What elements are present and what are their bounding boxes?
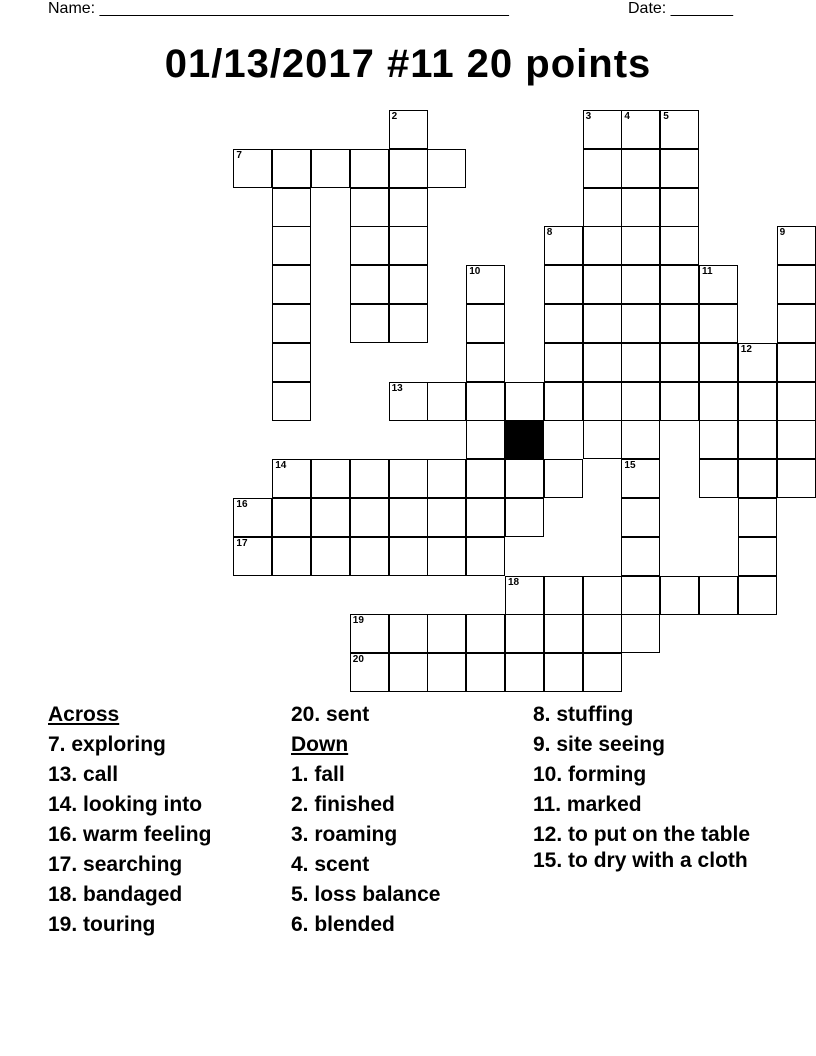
grid-cell[interactable] (660, 110, 699, 149)
grid-cell[interactable] (389, 382, 428, 421)
clue-item-number: 18. (48, 883, 78, 906)
clue-number: 3 (585, 111, 592, 122)
clue-item-number: 10. (533, 763, 563, 786)
clue-number: 9 (779, 227, 786, 239)
grid-cell[interactable] (427, 498, 466, 537)
grid-cell[interactable] (466, 304, 505, 343)
grid-cell[interactable] (544, 304, 583, 343)
clue-item (48, 850, 283, 880)
clue-item-text: marked (566, 793, 642, 816)
clue-item-number: 12. (533, 823, 563, 846)
clue-item-text: bandaged (83, 883, 183, 906)
grid-cell[interactable] (350, 149, 389, 188)
grid-cell[interactable] (389, 110, 428, 149)
clue-item-text: loss balance (314, 883, 441, 906)
grid-cell[interactable] (389, 498, 428, 537)
grid-cell[interactable] (272, 343, 311, 382)
grid-cell[interactable] (777, 343, 816, 382)
clue-item-text: scent (314, 853, 370, 876)
grid-cell[interactable] (621, 188, 660, 227)
clue-number: 8 (546, 227, 553, 239)
clue-item-text: to dry with a cloth (568, 849, 748, 872)
grid-cell[interactable] (311, 149, 350, 188)
grid-cell[interactable] (350, 537, 389, 576)
grid-cell[interactable] (272, 498, 311, 537)
grid-cell[interactable] (389, 653, 428, 692)
grid-cell[interactable] (272, 459, 311, 498)
clue-number: 11 (702, 266, 713, 278)
grid-cell[interactable] (272, 265, 311, 304)
grid-cell[interactable] (777, 420, 816, 459)
clue-item-number: 11. (533, 793, 562, 816)
clue-number: 7 (236, 149, 242, 161)
clue-number: 16 (236, 499, 248, 510)
clue-heading-text: Down (291, 733, 349, 756)
grid-cell[interactable] (389, 537, 428, 576)
grid-cell[interactable] (660, 188, 699, 227)
name-field[interactable]: Name: ______________________________________________ (48, 0, 509, 17)
grid-cell[interactable] (777, 304, 816, 343)
clue-item-number: 20. (291, 703, 321, 726)
grid-cell[interactable] (544, 382, 583, 421)
clue-item-text: stuffing (556, 703, 634, 726)
clue-item-number: 9. (533, 733, 551, 756)
clue-item (48, 880, 283, 910)
clue-item-text: warm feeling (83, 823, 212, 846)
grid-cell[interactable] (777, 265, 816, 304)
grid-cell[interactable] (272, 226, 311, 265)
clue-item-number: 14. (48, 793, 78, 816)
clue-item-number: 6. (291, 913, 309, 936)
clue-item-text: finished (314, 793, 395, 816)
grid-cell[interactable] (427, 382, 466, 421)
grid-cell[interactable] (544, 265, 583, 304)
clue-item (291, 790, 526, 820)
grid-cell[interactable] (427, 653, 466, 692)
grid-cell[interactable] (621, 149, 660, 188)
grid-cell[interactable] (699, 459, 738, 498)
grid-cell[interactable] (505, 576, 544, 615)
grid-cell[interactable] (777, 382, 816, 421)
grid-cell[interactable] (583, 343, 622, 382)
clue-item (291, 850, 526, 880)
grid-cell[interactable] (350, 459, 389, 498)
grid-cell[interactable] (660, 576, 699, 615)
grid-cell[interactable] (350, 226, 389, 265)
grid-cell[interactable] (350, 188, 389, 227)
clue-column-2 (291, 700, 526, 940)
clue-heading (291, 730, 526, 760)
clue-item (291, 880, 526, 910)
grid-cell[interactable] (389, 304, 428, 343)
clue-number: 2 (391, 111, 398, 122)
clue-item-text: site seeing (556, 733, 665, 756)
grid-cell[interactable] (621, 614, 660, 653)
grid-cell[interactable] (505, 614, 544, 653)
clue-item-text: sent (326, 703, 370, 726)
clue-item-number: 13. (48, 763, 78, 786)
grid-cell[interactable] (389, 226, 428, 265)
clue-item-number: 4. (291, 853, 309, 876)
clue-number: 4 (624, 111, 630, 122)
grid-cell[interactable] (738, 537, 777, 576)
grid-cell[interactable] (272, 537, 311, 576)
grid-cell[interactable] (272, 149, 311, 188)
grid-cell[interactable] (505, 382, 544, 421)
clue-item-text: blended (314, 913, 395, 936)
grid-cell[interactable] (466, 343, 505, 382)
grid-cell[interactable] (583, 188, 622, 227)
clue-item-text: forming (568, 763, 647, 786)
clue-number: 17 (236, 537, 248, 549)
grid-cell[interactable] (583, 420, 622, 459)
grid-cell[interactable] (233, 498, 272, 537)
grid-cell[interactable] (583, 149, 622, 188)
clue-item-number: 1. (291, 763, 309, 786)
grid-cell[interactable] (699, 382, 738, 421)
grid-cell[interactable] (777, 459, 816, 498)
clue-item-text: to put on the table (568, 823, 751, 846)
grid-cell[interactable] (544, 653, 583, 692)
grid-cell[interactable] (389, 459, 428, 498)
grid-cell[interactable] (466, 265, 505, 304)
grid-cell[interactable] (621, 304, 660, 343)
clue-item-number: 7. (48, 733, 66, 756)
grid-cell[interactable] (738, 576, 777, 615)
grid-cell[interactable] (699, 265, 738, 304)
grid-cell[interactable] (738, 420, 777, 459)
grid-cell[interactable] (738, 343, 777, 382)
clue-item-number: 19. (48, 913, 78, 936)
grid-cell[interactable] (777, 226, 816, 265)
clue-item (533, 700, 763, 730)
clue-item-number: 3. (291, 823, 309, 846)
grid-cell[interactable] (233, 149, 272, 188)
grid-cell[interactable] (389, 265, 428, 304)
grid-cell[interactable] (660, 343, 699, 382)
clue-item (533, 790, 763, 820)
clue-item-text: fall (314, 763, 345, 786)
grid-cell[interactable] (350, 265, 389, 304)
grid-cell[interactable] (699, 343, 738, 382)
clue-item-number: 5. (291, 883, 309, 906)
grid-cell[interactable] (311, 498, 350, 537)
grid-cell[interactable] (544, 459, 583, 498)
grid-cell[interactable] (583, 110, 622, 149)
clue-item (533, 850, 763, 872)
grid-cell[interactable] (350, 304, 389, 343)
clue-item-number: 2. (291, 793, 309, 816)
date-field[interactable]: Date: _______ (628, 0, 733, 17)
grid-cell[interactable] (505, 459, 544, 498)
grid-cell[interactable] (699, 576, 738, 615)
grid-cell[interactable] (427, 459, 466, 498)
grid-cell[interactable] (427, 614, 466, 653)
grid-cell[interactable] (621, 576, 660, 615)
clue-number: 19 (352, 615, 364, 627)
grid-cell[interactable] (621, 343, 660, 382)
grid-cell[interactable] (272, 188, 311, 227)
grid-cell[interactable] (233, 537, 272, 576)
grid-cell[interactable] (660, 226, 699, 265)
clue-item (291, 760, 526, 790)
clue-heading-text: Across (48, 703, 120, 726)
grid-cell[interactable] (311, 537, 350, 576)
grid-cell[interactable] (738, 498, 777, 537)
grid-cell[interactable] (738, 459, 777, 498)
grid-cell[interactable] (583, 576, 622, 615)
grid-cell[interactable] (621, 420, 660, 459)
clue-item (533, 730, 763, 760)
clue-number: 12 (740, 343, 752, 355)
grid-cell[interactable] (505, 498, 544, 537)
grid-cell[interactable] (544, 576, 583, 615)
black-square (505, 420, 544, 459)
clue-item-text: call (83, 763, 119, 786)
grid-cell[interactable] (621, 382, 660, 421)
grid-cell[interactable] (583, 614, 622, 653)
clue-item (48, 820, 283, 850)
clue-item (291, 700, 526, 730)
grid-cell[interactable] (272, 304, 311, 343)
grid-cell[interactable] (505, 653, 544, 692)
clue-item-number: 16. (48, 823, 78, 846)
clue-item (48, 760, 283, 790)
grid-cell[interactable] (427, 149, 466, 188)
grid-cell[interactable] (660, 149, 699, 188)
grid-cell[interactable] (583, 304, 622, 343)
grid-cell[interactable] (621, 459, 660, 498)
clue-item-number: 15. (533, 849, 563, 872)
grid-cell[interactable] (544, 614, 583, 653)
clue-item-number: 17. (48, 853, 78, 876)
puzzle-title: 01/13/2017 #11 20 points (164, 42, 652, 86)
grid-cell[interactable] (660, 265, 699, 304)
clue-number: 15 (624, 460, 636, 472)
grid-cell[interactable] (583, 265, 622, 304)
clue-heading (48, 700, 283, 730)
grid-cell[interactable] (544, 343, 583, 382)
grid-cell[interactable] (350, 498, 389, 537)
clue-number: 18 (508, 576, 520, 588)
grid-cell[interactable] (583, 382, 622, 421)
grid-cell[interactable] (466, 420, 505, 459)
grid-cell[interactable] (544, 226, 583, 265)
clue-item (533, 824, 763, 846)
grid-cell[interactable] (389, 149, 428, 188)
clue-number: 10 (469, 266, 481, 278)
grid-cell[interactable] (621, 265, 660, 304)
grid-cell[interactable] (350, 653, 389, 692)
clue-item (533, 760, 763, 790)
clue-item-text: searching (83, 853, 183, 876)
grid-cell[interactable] (389, 188, 428, 227)
clue-item-text: exploring (71, 733, 166, 756)
grid-cell[interactable] (466, 498, 505, 537)
clue-item (48, 790, 283, 820)
grid-cell[interactable] (621, 226, 660, 265)
clue-item-text: touring (83, 913, 156, 936)
grid-cell[interactable] (466, 459, 505, 498)
clue-item-text: looking into (83, 793, 203, 816)
clue-number: 13 (391, 382, 403, 394)
clue-number: 14 (275, 460, 287, 472)
clue-item (48, 910, 283, 940)
grid-cell[interactable] (350, 614, 389, 653)
grid-cell[interactable] (466, 537, 505, 576)
clue-number: 20 (352, 654, 364, 666)
grid-cell[interactable] (466, 653, 505, 692)
grid-cell[interactable] (699, 304, 738, 343)
grid-cell[interactable] (311, 459, 350, 498)
clue-item-text: roaming (314, 823, 398, 846)
clue-column-3 (533, 700, 763, 876)
grid-cell[interactable] (660, 382, 699, 421)
clue-column-1 (48, 700, 283, 940)
grid-cell[interactable] (621, 498, 660, 537)
grid-cell[interactable] (660, 304, 699, 343)
grid-cell[interactable] (621, 537, 660, 576)
grid-cell[interactable] (583, 653, 622, 692)
grid-cell[interactable] (621, 110, 660, 149)
clue-item-number: 8. (533, 703, 551, 726)
clue-item (291, 820, 526, 850)
grid-cell[interactable] (427, 537, 466, 576)
clue-number: 5 (663, 111, 669, 122)
clue-item (48, 730, 283, 760)
clue-item (291, 910, 526, 940)
grid-cell[interactable] (466, 614, 505, 653)
grid-cell[interactable] (272, 382, 311, 421)
grid-cell[interactable] (583, 226, 622, 265)
grid-cell[interactable] (389, 614, 428, 653)
grid-cell[interactable] (466, 382, 505, 421)
grid-cell[interactable] (699, 420, 738, 459)
grid-cell[interactable] (738, 382, 777, 421)
